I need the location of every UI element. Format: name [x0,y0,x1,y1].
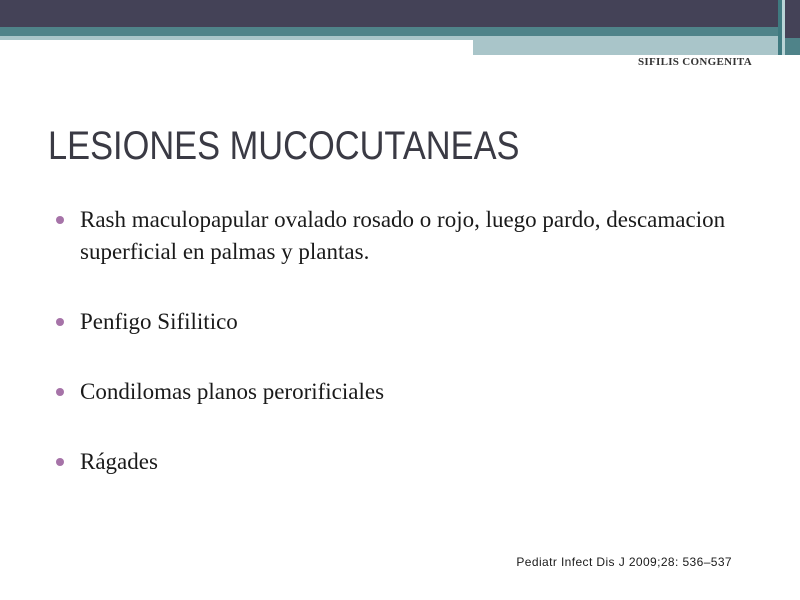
corner-dark-block [785,0,800,38]
corner-teal-block [785,38,800,55]
bullet-list [56,204,756,516]
bullet-dot-icon [56,458,64,466]
bullet-item [56,204,756,268]
top-teal-bar [0,27,778,36]
bullet-text: Penfigo Sifilitico [80,309,238,334]
bullet-item [56,446,756,478]
bullet-dot-icon [56,388,64,396]
bullet-item [56,376,756,408]
bullet-item [56,306,756,338]
bullet-text: Rash maculopapular ovalado rosado o rojo, luego pardo, descamacion superficial en palmas y plantas. [80,207,726,264]
top-light-bar-left [0,36,473,40]
bullet-dot-icon [56,216,64,224]
top-dark-bar [0,0,778,27]
header-label: SIFILIS CONGENITA [637,56,752,68]
slide-title: LESIONES MUCOCUTANEAS [48,124,520,168]
top-light-bar-right [473,36,778,55]
bullet-text: Condilomas planos perorificiales [80,379,385,404]
citation: Pediatr Infect Dis J 2009;28: 536–537 [516,555,732,569]
bullet-dot-icon [56,318,64,326]
bullet-text: Rágades [80,449,158,474]
